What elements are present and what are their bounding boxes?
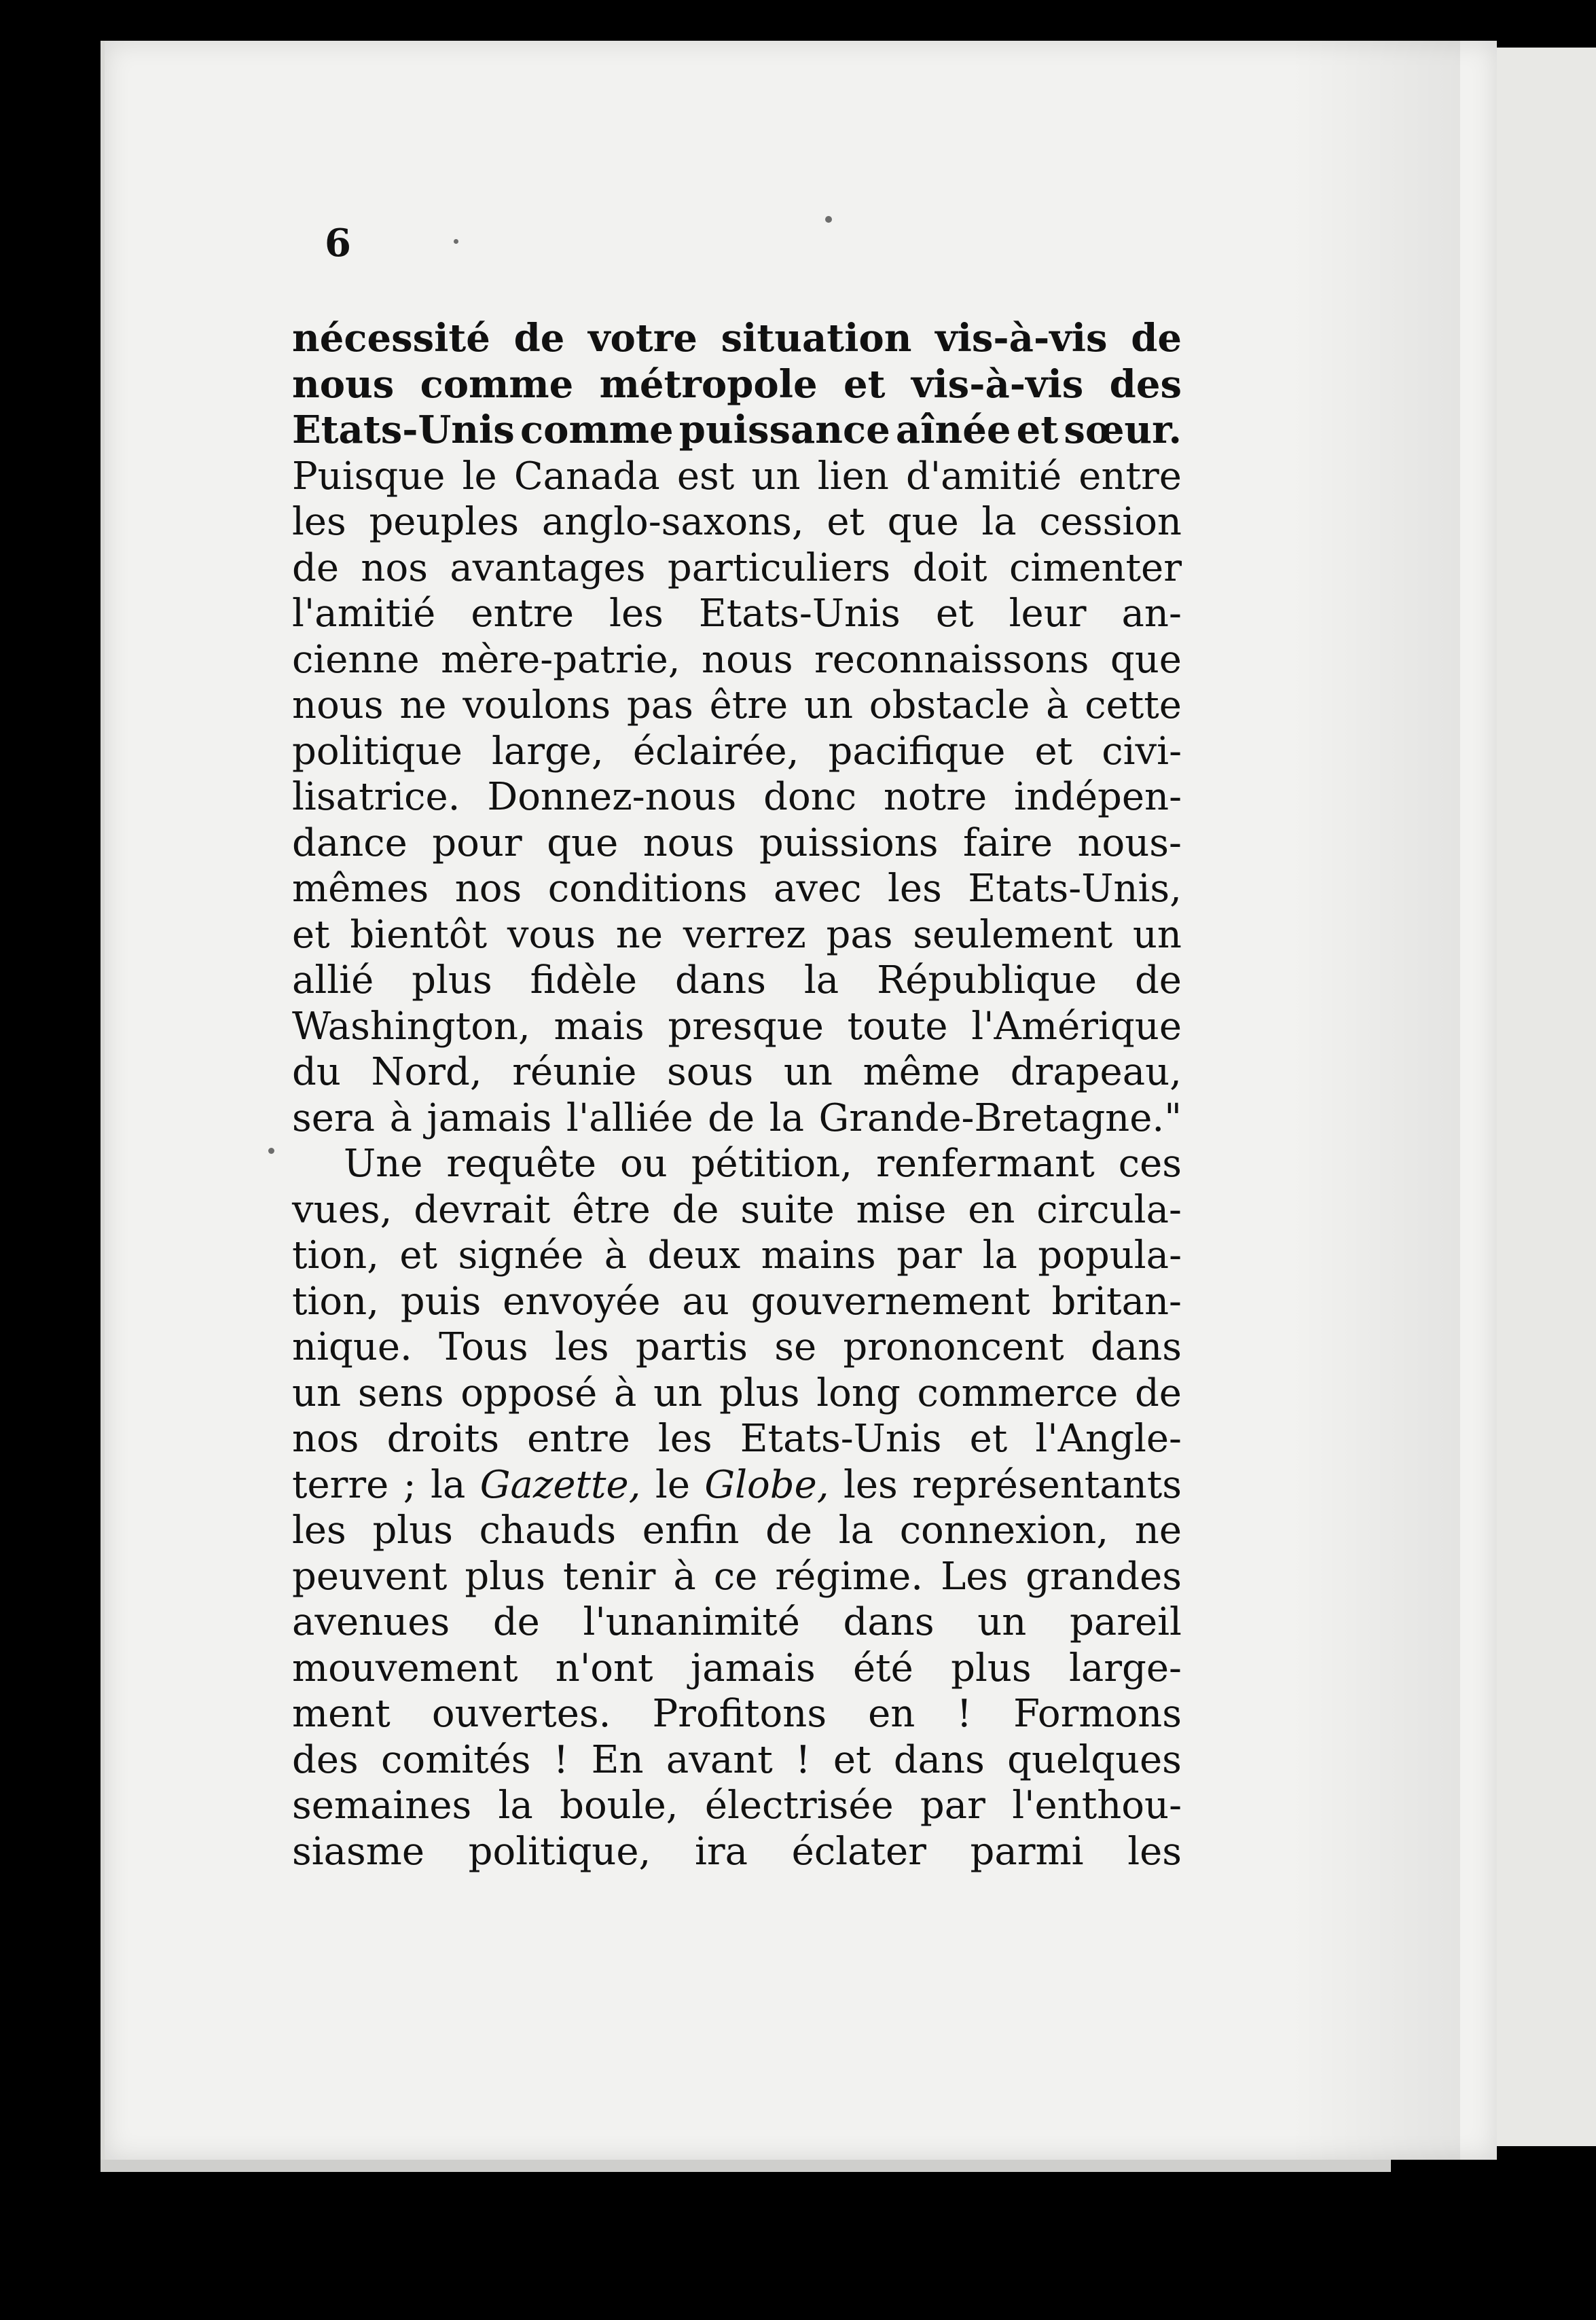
paper-speck xyxy=(825,216,832,223)
word: éclairée, xyxy=(632,729,799,774)
word: nique. xyxy=(292,1325,412,1369)
word: n'ont xyxy=(555,1646,653,1690)
text-line xyxy=(292,1691,1182,1737)
word: les xyxy=(1127,1829,1182,1874)
word: jamais xyxy=(690,1646,816,1690)
text-line xyxy=(292,499,1182,545)
word: la xyxy=(498,1783,533,1828)
word: réunie xyxy=(512,1050,637,1094)
word: mais xyxy=(554,1004,645,1049)
word: parmi xyxy=(970,1829,1084,1874)
word: éclater xyxy=(791,1829,926,1874)
word: dans xyxy=(893,1737,985,1782)
word: l'Amérique xyxy=(971,1004,1182,1049)
word: Etats-Unis, xyxy=(968,867,1182,911)
word: ouvertes. xyxy=(431,1692,611,1736)
word: nous xyxy=(292,361,395,407)
word: République xyxy=(877,958,1098,1002)
word: dans xyxy=(1090,1325,1182,1369)
word: l'enthou- xyxy=(1012,1783,1182,1828)
word: terre xyxy=(292,1462,389,1507)
word: plus xyxy=(372,1508,454,1553)
text-line xyxy=(292,1554,1182,1600)
word: ; xyxy=(403,1462,416,1507)
word: britan- xyxy=(1051,1279,1182,1324)
word: Une xyxy=(344,1142,423,1186)
text-line xyxy=(292,1462,1182,1508)
word: requête xyxy=(446,1142,596,1186)
word: civi- xyxy=(1102,729,1182,774)
word: l'amitié xyxy=(292,592,436,636)
word: de xyxy=(672,1187,719,1232)
text-line xyxy=(292,1324,1182,1371)
word: Puisque xyxy=(292,454,446,499)
word: la xyxy=(803,958,839,1002)
word: cession xyxy=(1039,500,1182,544)
word: de xyxy=(292,545,339,590)
word: ou xyxy=(619,1142,668,1186)
word: pour xyxy=(432,820,522,865)
word: fidèle xyxy=(530,958,638,1002)
word: Donnez-nous xyxy=(487,775,737,819)
word: leur xyxy=(1009,592,1087,636)
word: à xyxy=(673,1554,696,1599)
word: envoyée xyxy=(503,1279,661,1324)
text-line xyxy=(292,1187,1182,1233)
word: Grande-Bretagne." xyxy=(818,1095,1182,1140)
word: pétition, xyxy=(691,1142,853,1186)
word: obstacle xyxy=(869,683,1030,727)
text-line xyxy=(292,1416,1182,1462)
word: gouvernement xyxy=(750,1279,1030,1324)
word: par xyxy=(920,1783,985,1828)
word: signée xyxy=(458,1233,584,1277)
text-line xyxy=(292,1737,1182,1783)
word: cette xyxy=(1085,683,1182,727)
word: cienne xyxy=(292,637,420,682)
word: anglo-saxons, xyxy=(541,500,804,544)
word: dans xyxy=(843,1600,935,1644)
word: et xyxy=(969,1417,1008,1461)
text-line xyxy=(292,1049,1182,1095)
word: un xyxy=(292,1371,342,1415)
word: les xyxy=(554,1325,609,1369)
word: plus xyxy=(412,958,492,1002)
word: mise xyxy=(856,1187,947,1232)
text-line xyxy=(292,454,1182,500)
word: l'Angle- xyxy=(1035,1417,1182,1461)
word: peuvent xyxy=(292,1554,448,1599)
word: comités xyxy=(381,1737,531,1782)
word: un xyxy=(653,1371,703,1415)
text-line xyxy=(292,1783,1182,1829)
word: vous xyxy=(507,912,596,957)
word: les xyxy=(292,1508,346,1553)
word: un xyxy=(977,1600,1027,1644)
word: nous xyxy=(642,820,735,865)
word: suite xyxy=(740,1187,835,1232)
word: est xyxy=(676,454,735,499)
word: à xyxy=(614,1371,637,1415)
word: de xyxy=(1134,958,1182,1002)
word: seulement xyxy=(913,912,1113,957)
word: un xyxy=(1132,912,1182,957)
word: nécessité xyxy=(292,316,490,361)
text-line xyxy=(292,637,1182,683)
word: ! xyxy=(795,1737,811,1782)
word: un xyxy=(803,683,854,727)
word: le xyxy=(462,454,497,499)
word: nous- xyxy=(1077,820,1182,865)
text-line xyxy=(292,729,1182,775)
word: politique xyxy=(292,729,463,774)
word: des xyxy=(1109,361,1182,407)
word: vues, xyxy=(292,1187,393,1232)
word: grandes xyxy=(1026,1554,1182,1599)
word: vis-à-vis xyxy=(911,361,1084,407)
word: popula- xyxy=(1038,1233,1182,1277)
word: Etats-Unis xyxy=(740,1417,942,1461)
word: commerce xyxy=(917,1371,1119,1415)
page-number: 6 xyxy=(325,221,351,266)
word: représentants xyxy=(912,1462,1182,1507)
word: long xyxy=(816,1371,901,1415)
word: avenues xyxy=(292,1600,450,1644)
word: nos xyxy=(292,1417,359,1461)
word: à xyxy=(1046,683,1069,727)
text-line xyxy=(292,591,1182,637)
word: deux xyxy=(647,1233,741,1277)
word: en xyxy=(968,1187,1015,1232)
text-line xyxy=(292,545,1182,592)
word: de xyxy=(513,316,565,361)
word: chauds xyxy=(479,1508,617,1553)
word: entre xyxy=(1078,454,1182,499)
word: l'alliée xyxy=(566,1095,693,1140)
word: que xyxy=(547,820,619,865)
word: et xyxy=(1034,729,1073,774)
word: donc xyxy=(763,775,857,819)
word: bientôt xyxy=(350,912,488,957)
word: peuples xyxy=(369,500,520,544)
word: voulons xyxy=(463,683,611,727)
word: connexion, xyxy=(899,1508,1109,1553)
word: entre xyxy=(527,1417,630,1461)
word: pareil xyxy=(1069,1600,1182,1644)
word: et xyxy=(292,912,330,957)
word: opposé xyxy=(460,1371,598,1415)
word: de xyxy=(1134,1371,1182,1415)
word: électrisée xyxy=(704,1783,894,1828)
word: régime. xyxy=(775,1554,924,1599)
word: de xyxy=(708,1095,755,1140)
word: siasme xyxy=(292,1829,425,1874)
page-bottom-edge xyxy=(101,2160,1391,2172)
word: ne xyxy=(615,912,664,957)
word: du xyxy=(292,1050,341,1094)
word: un xyxy=(783,1050,833,1094)
text-line xyxy=(292,866,1182,912)
word: de xyxy=(492,1600,540,1644)
word: de xyxy=(765,1508,813,1553)
text-line xyxy=(292,820,1182,867)
word: Washington, xyxy=(292,1004,530,1049)
word: nous xyxy=(702,637,793,682)
word: le xyxy=(655,1462,690,1507)
text-line xyxy=(292,958,1182,1004)
word: ! xyxy=(956,1692,972,1736)
word: pas xyxy=(826,912,893,957)
word: dance xyxy=(292,820,407,865)
word: sera xyxy=(292,1095,376,1140)
word: comme xyxy=(420,361,574,407)
word: les xyxy=(292,500,346,544)
word: nous xyxy=(292,683,384,727)
word: puissions xyxy=(759,820,939,865)
word: aînée xyxy=(895,407,1011,452)
word: large, xyxy=(491,729,604,774)
text-line xyxy=(292,1004,1182,1050)
word: les xyxy=(657,1417,712,1461)
paper-speck xyxy=(268,1148,274,1154)
page-gutter-shadow xyxy=(1290,41,1460,2160)
word: ce xyxy=(713,1554,758,1599)
word: que xyxy=(887,500,959,544)
text-line xyxy=(292,774,1182,820)
word: être xyxy=(572,1187,651,1232)
word: pacifique xyxy=(828,729,1006,774)
word: métropole xyxy=(599,361,818,407)
text-line xyxy=(292,1233,1182,1279)
word: enfin xyxy=(642,1508,740,1553)
word: avant xyxy=(666,1737,773,1782)
word: l'unanimité xyxy=(583,1600,800,1644)
word: la xyxy=(981,500,1017,544)
word: situation xyxy=(721,316,912,361)
word: puissance xyxy=(678,407,890,452)
word: et xyxy=(844,361,886,407)
word: large- xyxy=(1068,1646,1182,1690)
word: au xyxy=(682,1279,729,1324)
text-line xyxy=(292,1095,1182,1142)
word: même xyxy=(863,1050,981,1094)
word: an- xyxy=(1121,592,1182,636)
word: Canada xyxy=(513,454,660,499)
word: nos xyxy=(454,867,522,911)
word: lisatrice. xyxy=(292,775,460,819)
text-line xyxy=(292,1508,1182,1554)
word: plus xyxy=(719,1371,800,1415)
word: drapeau, xyxy=(1010,1050,1182,1094)
word: tion, xyxy=(292,1233,379,1277)
word: quelques xyxy=(1007,1737,1182,1782)
word: circula- xyxy=(1036,1187,1182,1232)
word: renfermant xyxy=(876,1142,1095,1186)
word: la xyxy=(431,1462,466,1507)
word: par xyxy=(896,1233,962,1277)
text-line xyxy=(292,912,1182,958)
word: de xyxy=(1131,316,1182,361)
text-line xyxy=(292,1646,1182,1692)
word: dans xyxy=(674,958,766,1002)
word: faire xyxy=(963,820,1053,865)
word: des xyxy=(292,1737,359,1782)
word: Gazette, xyxy=(479,1462,641,1507)
word: Formons xyxy=(1013,1692,1182,1736)
word: indépen- xyxy=(1014,775,1182,819)
word: d'amitié xyxy=(905,454,1062,499)
word: ira xyxy=(694,1829,748,1874)
word: partis xyxy=(635,1325,748,1369)
word: toute xyxy=(847,1004,948,1049)
word: plus xyxy=(465,1554,545,1599)
text-line xyxy=(292,316,1182,362)
word: et xyxy=(935,592,974,636)
text-line xyxy=(292,683,1182,729)
word: ne xyxy=(1134,1508,1182,1553)
word: entre xyxy=(471,592,574,636)
text-line xyxy=(292,1279,1182,1325)
word: Etats-Unis xyxy=(698,592,901,636)
word: mêmes xyxy=(292,867,429,911)
word: mouvement xyxy=(292,1646,518,1690)
word: et xyxy=(833,1737,871,1782)
text-line xyxy=(292,407,1182,454)
word: se xyxy=(774,1325,817,1369)
word: politique, xyxy=(468,1829,651,1874)
word: Les xyxy=(941,1554,1009,1599)
word: sous xyxy=(666,1050,754,1094)
word: pas xyxy=(626,683,693,727)
body-text xyxy=(292,316,1182,1874)
word: allié xyxy=(292,958,374,1002)
word: verrez xyxy=(683,912,806,957)
word: la xyxy=(982,1233,1017,1277)
word: reconnaissons xyxy=(814,637,1089,682)
word: que xyxy=(1110,637,1182,682)
word: les xyxy=(609,592,664,636)
word: nos xyxy=(361,545,428,590)
word: prononcent xyxy=(843,1325,1064,1369)
word: Tous xyxy=(439,1325,528,1369)
word: Etats-Unis xyxy=(292,407,515,452)
word: Profitons xyxy=(652,1692,827,1736)
word: sœur. xyxy=(1064,407,1182,452)
word: En xyxy=(591,1737,644,1782)
word: boule, xyxy=(560,1783,678,1828)
word: à xyxy=(389,1095,412,1140)
word: été xyxy=(853,1646,913,1690)
word: droits xyxy=(386,1417,500,1461)
word: les xyxy=(888,867,942,911)
text-line xyxy=(292,362,1182,408)
word: avantages xyxy=(450,545,646,590)
word: les xyxy=(843,1462,898,1507)
word: Nord, xyxy=(371,1050,482,1094)
word: ces xyxy=(1118,1142,1182,1186)
word: avec xyxy=(774,867,862,911)
word: la xyxy=(838,1508,874,1553)
word: et xyxy=(827,500,865,544)
word: mère-patrie, xyxy=(441,637,681,682)
word: notre xyxy=(883,775,987,819)
word: lien xyxy=(817,454,889,499)
word: particuliers xyxy=(667,545,891,590)
word: mains xyxy=(761,1233,876,1277)
word: conditions xyxy=(547,867,748,911)
word: devrait xyxy=(414,1187,551,1232)
word: ! xyxy=(553,1737,569,1782)
word: sens xyxy=(357,1371,444,1415)
word: votre xyxy=(588,316,697,361)
word: à xyxy=(604,1233,628,1277)
word: être xyxy=(709,683,788,727)
word: plus xyxy=(951,1646,1032,1690)
word: la xyxy=(769,1095,804,1140)
word: vis-à-vis xyxy=(935,316,1108,361)
word: Globe, xyxy=(704,1462,829,1507)
word: doit xyxy=(912,545,987,590)
word: semaines xyxy=(292,1783,472,1828)
word: presque xyxy=(668,1004,824,1049)
word: et xyxy=(1016,407,1059,452)
text-line xyxy=(292,1829,1182,1875)
word: ment xyxy=(292,1692,391,1736)
word: puis xyxy=(400,1279,482,1324)
word: ne xyxy=(399,683,447,727)
paper-speck xyxy=(454,239,458,244)
word: et xyxy=(399,1233,438,1277)
word: tion, xyxy=(292,1279,379,1324)
word: cimenter xyxy=(1009,545,1182,590)
text-line xyxy=(292,1599,1182,1646)
word: comme xyxy=(520,407,674,452)
text-line xyxy=(292,1141,1182,1187)
word: jamais xyxy=(427,1095,552,1140)
text-line xyxy=(292,1371,1182,1417)
word: en xyxy=(868,1692,915,1736)
word: un xyxy=(751,454,801,499)
word: tenir xyxy=(563,1554,656,1599)
